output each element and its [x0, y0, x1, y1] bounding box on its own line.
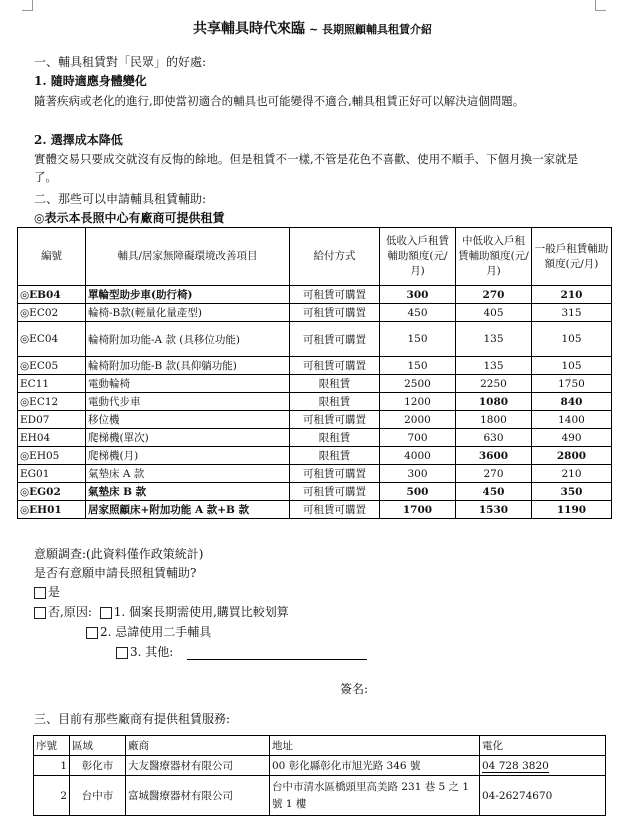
subsidy-item: 居家照顧床+附加功能 A 款+B 款 — [86, 501, 290, 519]
subsidy-low-income: 450 — [380, 304, 456, 322]
vendor-phone: 04-26274670 — [480, 776, 606, 816]
subsidy-general: 105 — [532, 322, 612, 357]
subsidy-general: 350 — [532, 483, 612, 501]
vendor-header-vendor: 廠商 — [126, 736, 270, 756]
page-corner-top-right — [595, 0, 606, 11]
document-title — [0, 18, 625, 38]
subsidy-low-income: 700 — [380, 429, 456, 447]
point2-title: 2. 選擇成本降低 — [34, 133, 123, 147]
subsidy-code: ◎EC12 — [18, 393, 86, 411]
subsidy-mid-low-income: 405 — [456, 304, 532, 322]
section1-heading: 一、輔具租賃對「民眾」的好處: — [34, 55, 207, 69]
section2-note: ◎表示本長照中心有廠商可提供租賃 — [34, 211, 225, 225]
vendor-area: 台中市 — [70, 776, 126, 816]
point2-text: 實體交易只要成交就沒有反悔的餘地。但是租賃不一樣,不管是花色不喜歡、使用不順手、下個月換一家就是了。 — [34, 152, 579, 184]
header-pay: 給付方式 — [290, 228, 380, 286]
section3-heading: 三、目前有那些廠商有提供租賃服務: — [34, 712, 231, 726]
vendor-name: 富城醫療器材有限公司 — [126, 776, 270, 816]
subsidy-row — [18, 465, 612, 483]
point1-title: 1. 隨時適應身體變化 — [34, 74, 147, 88]
subsidy-code: ◎EB04 — [18, 286, 86, 304]
subsidy-row — [18, 483, 612, 501]
vendor-phone-cell[interactable] — [480, 756, 606, 776]
vendor-area: 彰化市 — [70, 756, 126, 776]
subsidy-code: EG01 — [18, 465, 86, 483]
header-item: 輔具/居家無障礙環境改善項目 — [86, 228, 290, 286]
subsidy-low-income: 150 — [380, 357, 456, 375]
subsidy-payment: 可租賃可購置 — [290, 322, 380, 357]
subsidy-item: 輪椅-B款(輕量化量產型) — [86, 304, 290, 322]
subsidy-item: 氣墊床 B 款 — [86, 483, 290, 501]
section2-heading: 二、那些可以申請輔具租賃輔助: — [34, 192, 207, 206]
subsidy-mid-low-income: 1530 — [456, 501, 532, 519]
option-no[interactable] — [34, 603, 289, 620]
subsidy-low-income: 500 — [380, 483, 456, 501]
subsidy-item: 單輪型助步車(助行椅) — [86, 286, 290, 304]
subsidy-row — [18, 304, 612, 322]
subsidy-table-header — [18, 228, 612, 286]
option-no-label: 否,原因: — [48, 605, 92, 619]
subsidy-payment: 限租賃 — [290, 429, 380, 447]
checkbox-reason-2[interactable] — [86, 627, 98, 639]
point1-text: 隨著疾病或老化的進行,即使當初適合的輔具也可能變得不適合,輔具租賃正好可以解決這個問題。 — [34, 94, 525, 108]
subsidy-item: 爬梯機(單次) — [86, 429, 290, 447]
subsidy-row — [18, 322, 612, 357]
subsidy-low-income: 1200 — [380, 393, 456, 411]
subsidy-payment: 限租賃 — [290, 447, 380, 465]
subsidy-code: ◎EC04 — [18, 322, 86, 357]
subsidy-mid-low-income: 630 — [456, 429, 532, 447]
subsidy-row — [18, 393, 612, 411]
subsidy-payment: 可租賃可購置 — [290, 501, 380, 519]
subsidy-row — [18, 447, 612, 465]
subsidy-row — [18, 411, 612, 429]
vendor-header-phone: 電化 — [480, 736, 606, 756]
survey-question: 是否有意願申請長照租賃輔助? — [34, 566, 197, 580]
subsidy-item: 氣墊床 A 款 — [86, 465, 290, 483]
vendor-table — [33, 735, 606, 816]
subsidy-item: 電動輪椅 — [86, 375, 290, 393]
signature-field[interactable] — [340, 680, 368, 697]
subsidy-code: EC11 — [18, 375, 86, 393]
subsidy-code: ED07 — [18, 411, 86, 429]
subsidy-code: ◎EC05 — [18, 357, 86, 375]
subsidy-code: EH04 — [18, 429, 86, 447]
subsidy-mid-low-income: 270 — [456, 465, 532, 483]
subsidy-payment: 可租賃可購置 — [290, 411, 380, 429]
subsidy-code: ◎EH05 — [18, 447, 86, 465]
vendor-row — [34, 756, 606, 776]
subsidy-code: ◎EC02 — [18, 304, 86, 322]
vendor-no: 1 — [34, 756, 70, 776]
subsidy-low-income: 150 — [380, 322, 456, 357]
subsidy-mid-low-income: 1080 — [456, 393, 532, 411]
subsidy-item: 爬梯機(月) — [86, 447, 290, 465]
vendor-row — [34, 776, 606, 816]
subsidy-general: 490 — [532, 429, 612, 447]
subsidy-general: 840 — [532, 393, 612, 411]
reason-3-label: 3. 其他: — [130, 645, 174, 659]
title-subtitle: ~ 長期照顧輔具租賃介紹 — [308, 23, 433, 36]
subsidy-mid-low-income: 135 — [456, 357, 532, 375]
survey-heading: 意願調查:(此資料僅作政策統計) — [34, 547, 204, 561]
subsidy-general: 1400 — [532, 411, 612, 429]
subsidy-payment: 可租賃可購置 — [290, 483, 380, 501]
vendor-address: 00 彰化縣彰化市旭光路 346 號 — [270, 756, 480, 776]
subsidy-payment: 可租賃可購置 — [290, 357, 380, 375]
subsidy-row — [18, 375, 612, 393]
subsidy-general: 1190 — [532, 501, 612, 519]
subsidy-general: 315 — [532, 304, 612, 322]
title-main: 共享輔具時代來臨 — [192, 21, 305, 37]
subsidy-general: 1750 — [532, 375, 612, 393]
vendor-phone[interactable]: 04 728 3820 — [482, 759, 549, 772]
option-yes[interactable] — [34, 583, 60, 600]
subsidy-general: 2800 — [532, 447, 612, 465]
subsidy-low-income: 4000 — [380, 447, 456, 465]
option-yes-label: 是 — [48, 585, 61, 599]
subsidy-mid-low-income: 270 — [456, 286, 532, 304]
checkbox-no[interactable] — [34, 607, 46, 619]
subsidy-row — [18, 286, 612, 304]
subsidy-item: 輪椅附加功能-A 款 (具移位功能) — [86, 322, 290, 357]
vendor-no: 2 — [34, 776, 70, 816]
subsidy-mid-low-income: 2250 — [456, 375, 532, 393]
subsidy-low-income: 2500 — [380, 375, 456, 393]
checkbox-yes[interactable] — [34, 587, 46, 599]
header-code: 編號 — [18, 228, 86, 286]
vendor-address: 台中市清水區橋頭里高美路 231 巷 5 之 1 號 1 樓 — [270, 776, 480, 816]
subsidy-payment: 可租賃可購置 — [290, 465, 380, 483]
subsidy-code: ◎EG02 — [18, 483, 86, 501]
reason-2-label: 2. 忌諱使用二手輔具 — [100, 625, 212, 639]
option-reason-3[interactable] — [116, 643, 367, 660]
subsidy-row — [18, 429, 612, 447]
subsidy-low-income: 2000 — [380, 411, 456, 429]
subsidy-row — [18, 501, 612, 519]
subsidy-payment: 限租賃 — [290, 375, 380, 393]
header-mid: 中低收入戶租賃輔助額度(元/月) — [456, 228, 532, 286]
option-reason-2[interactable] — [86, 623, 211, 640]
reason-1-label: 1. 個案長期需使用,購買比較划算 — [113, 605, 289, 619]
subsidy-low-income: 300 — [380, 286, 456, 304]
subsidy-payment: 可租賃可購置 — [290, 304, 380, 322]
other-reason-line[interactable] — [187, 659, 367, 660]
subsidy-table — [17, 227, 612, 519]
subsidy-low-income: 300 — [380, 465, 456, 483]
subsidy-payment: 限租賃 — [290, 393, 380, 411]
subsidy-general: 210 — [532, 465, 612, 483]
vendor-table-header — [34, 736, 606, 756]
page-corner-top-left — [22, 0, 33, 11]
subsidy-item: 輪椅附加功能-B 款(具仰躺功能) — [86, 357, 290, 375]
subsidy-payment: 可租賃可購置 — [290, 286, 380, 304]
header-low: 低收入戶租賃輔助額度(元/月) — [380, 228, 456, 286]
subsidy-general: 210 — [532, 286, 612, 304]
subsidy-code: ◎EH01 — [18, 501, 86, 519]
subsidy-item: 移位機 — [86, 411, 290, 429]
header-general: 一般戶租賃輔助額度(元/月) — [532, 228, 612, 286]
checkbox-reason-3[interactable] — [116, 647, 128, 659]
subsidy-item: 電動代步車 — [86, 393, 290, 411]
subsidy-mid-low-income: 3600 — [456, 447, 532, 465]
vendor-header-no: 序號 — [34, 736, 70, 756]
subsidy-general: 105 — [532, 357, 612, 375]
vendor-header-area: 區域 — [70, 736, 126, 756]
signature-label: 簽名: — [340, 682, 369, 696]
subsidy-row — [18, 357, 612, 375]
subsidy-mid-low-income: 135 — [456, 322, 532, 357]
vendor-header-address: 地址 — [270, 736, 480, 756]
subsidy-mid-low-income: 450 — [456, 483, 532, 501]
vendor-name: 大友醫療器材有限公司 — [126, 756, 270, 776]
subsidy-mid-low-income: 1800 — [456, 411, 532, 429]
checkbox-reason-1[interactable] — [100, 607, 112, 619]
subsidy-low-income: 1700 — [380, 501, 456, 519]
